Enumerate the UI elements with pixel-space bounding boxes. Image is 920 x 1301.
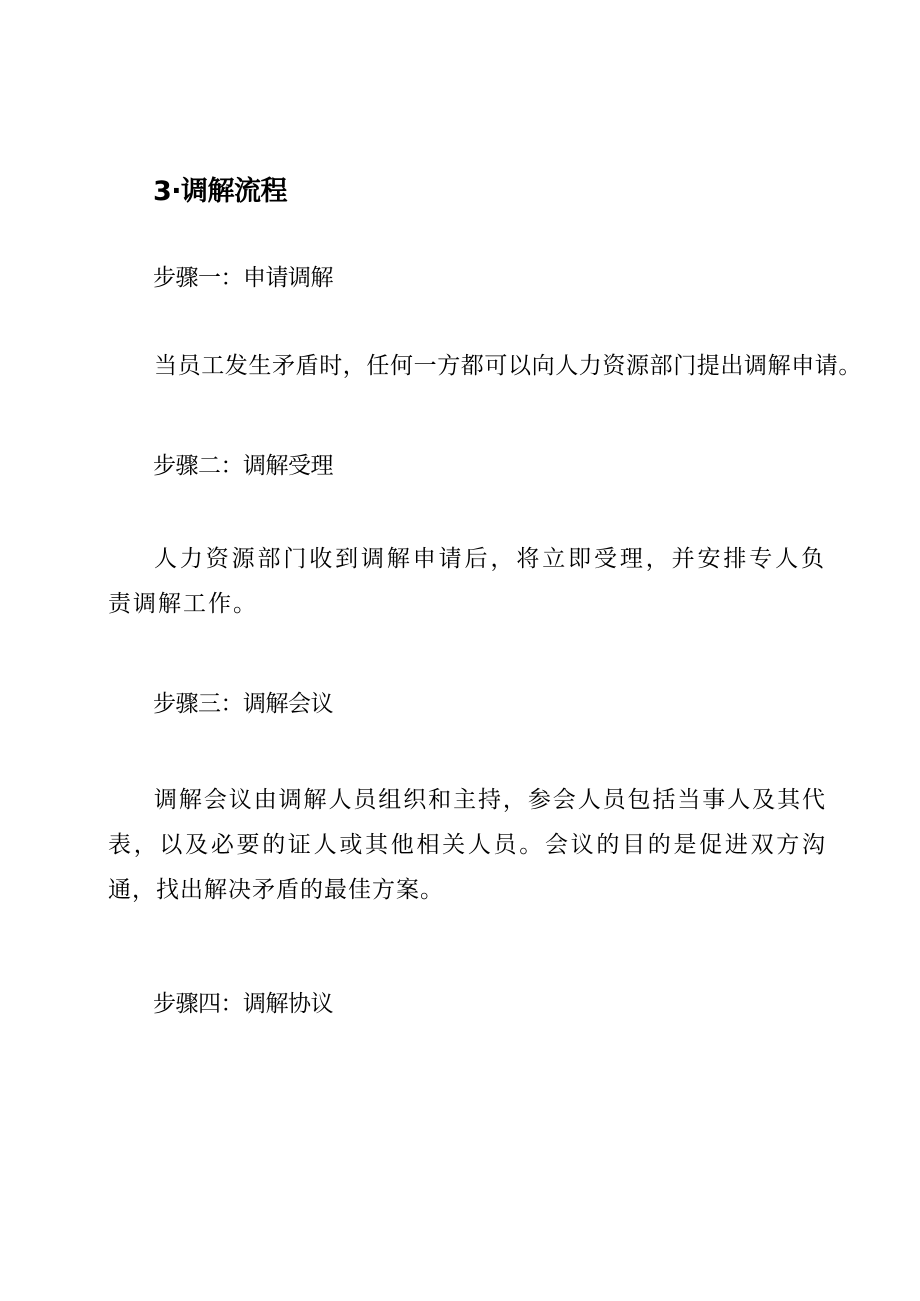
- step-2-heading: 步骤二：调解受理: [153, 453, 333, 479]
- step-1-heading: 步骤一：申请调解: [153, 265, 333, 291]
- step-4-heading: 步骤四：调解协议: [153, 991, 333, 1017]
- step-2-paragraph: 人力资源部门收到调解申请后，将立即受理，并安排专人负责调解工作。: [108, 546, 826, 617]
- step-1-paragraph: 当员工发生矛盾时，任何一方都可以向人力资源部门提出调解申请。: [154, 353, 862, 379]
- step-3-paragraph: 调解会议由调解人员组织和主持，参会人员包括当事人及其代表，以及必要的证人或其他相关人员。会议的目的是促进双方沟通，找出解决矛盾的最佳方案。: [108, 787, 826, 903]
- step-3-heading: 步骤三：调解会议: [153, 691, 333, 717]
- section-title: 3·调解流程: [153, 176, 288, 207]
